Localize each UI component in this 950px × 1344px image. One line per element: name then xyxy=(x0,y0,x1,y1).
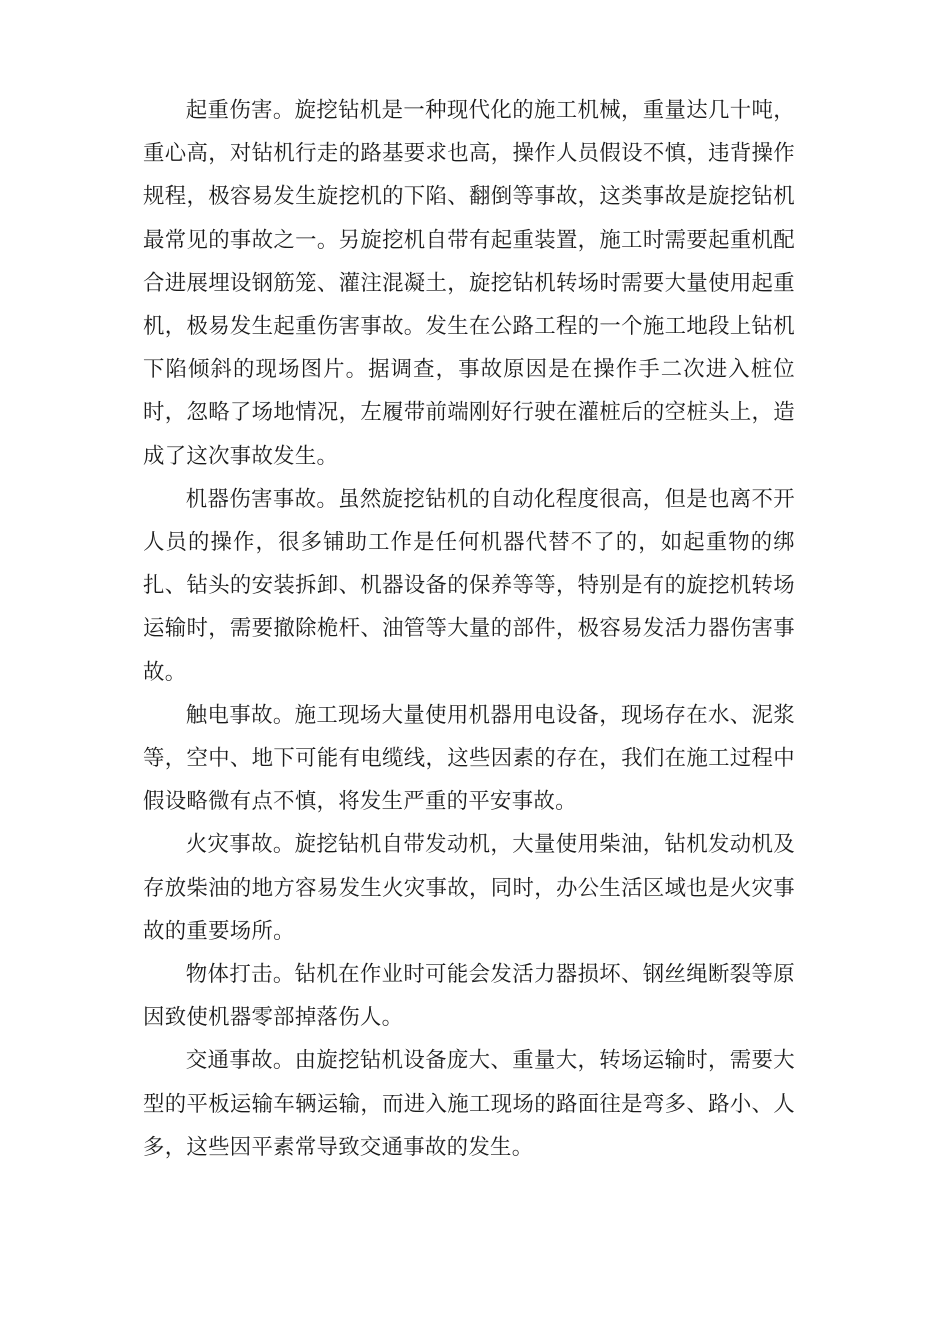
paragraph-object-strike: 物体打击。钻机在作业时可能会发活力器损坏、钢丝绳断裂等原因致使机器零部掉落伤人。 xyxy=(143,962,795,1031)
paragraph-lifting-injury: 起重伤害。旋挖钻机是一种现代化的施工机械，重量达几十吨，重心高，对钻机行走的路基要求也高，操作人员假设不慎，违背操作规程，极容易发生旋挖机的下陷、翻倒等事故，这类事故是旋挖钻机最常见的事故之一。另旋挖机自带有起重装置，施工时需要起重机配合进展埋设钢筋笼、灌注混凝土，旋挖钻机转场时需要大量使用起重机，极易发生起重伤害事故。发生在公路工程的一个施工地段上钻机下陷倾斜的现场图片。据调查，事故原因是在操作手二次进入桩位时，忽略了场地情况，左履带前端刚好行驶在灌桩后的空桩头上，造成了这次事故发生。 xyxy=(143,98,795,469)
paragraph-electric-shock: 触电事故。施工现场大量使用机器用电设备，现场存在水、泥浆等，空中、地下可能有电缆线，这些因素的存在，我们在施工过程中假设略微有点不慎，将发生严重的平安事故。 xyxy=(143,702,795,815)
paragraph-fire-accident: 火灾事故。旋挖钻机自带发动机，大量使用柴油，钻机发动机及存放柴油的地方容易发生火灾事故，同时，办公生活区域也是火灾事故的重要场所。 xyxy=(143,832,795,944)
paragraph-traffic-accident: 交通事故。由旋挖钻机设备庞大、重量大，转场运输时，需要大型的平板运输车辆运输，而进入施工现场的路面往是弯多、路小、人多，这些因平素常导致交通事故的发生。 xyxy=(143,1048,795,1160)
paragraph-machine-injury: 机器伤害事故。虽然旋挖钻机的自动化程度很高，但是也离不开人员的操作，很多铺助工作是任何机器代替不了的，如起重物的绑扎、钻头的安装拆卸、机器设备的保养等等，特别是有的旋挖机转场运输时，需要撤除桅杆、油管等大量的部件，极容易发活力器伤害事故。 xyxy=(143,486,795,685)
document-body xyxy=(143,89,795,1169)
